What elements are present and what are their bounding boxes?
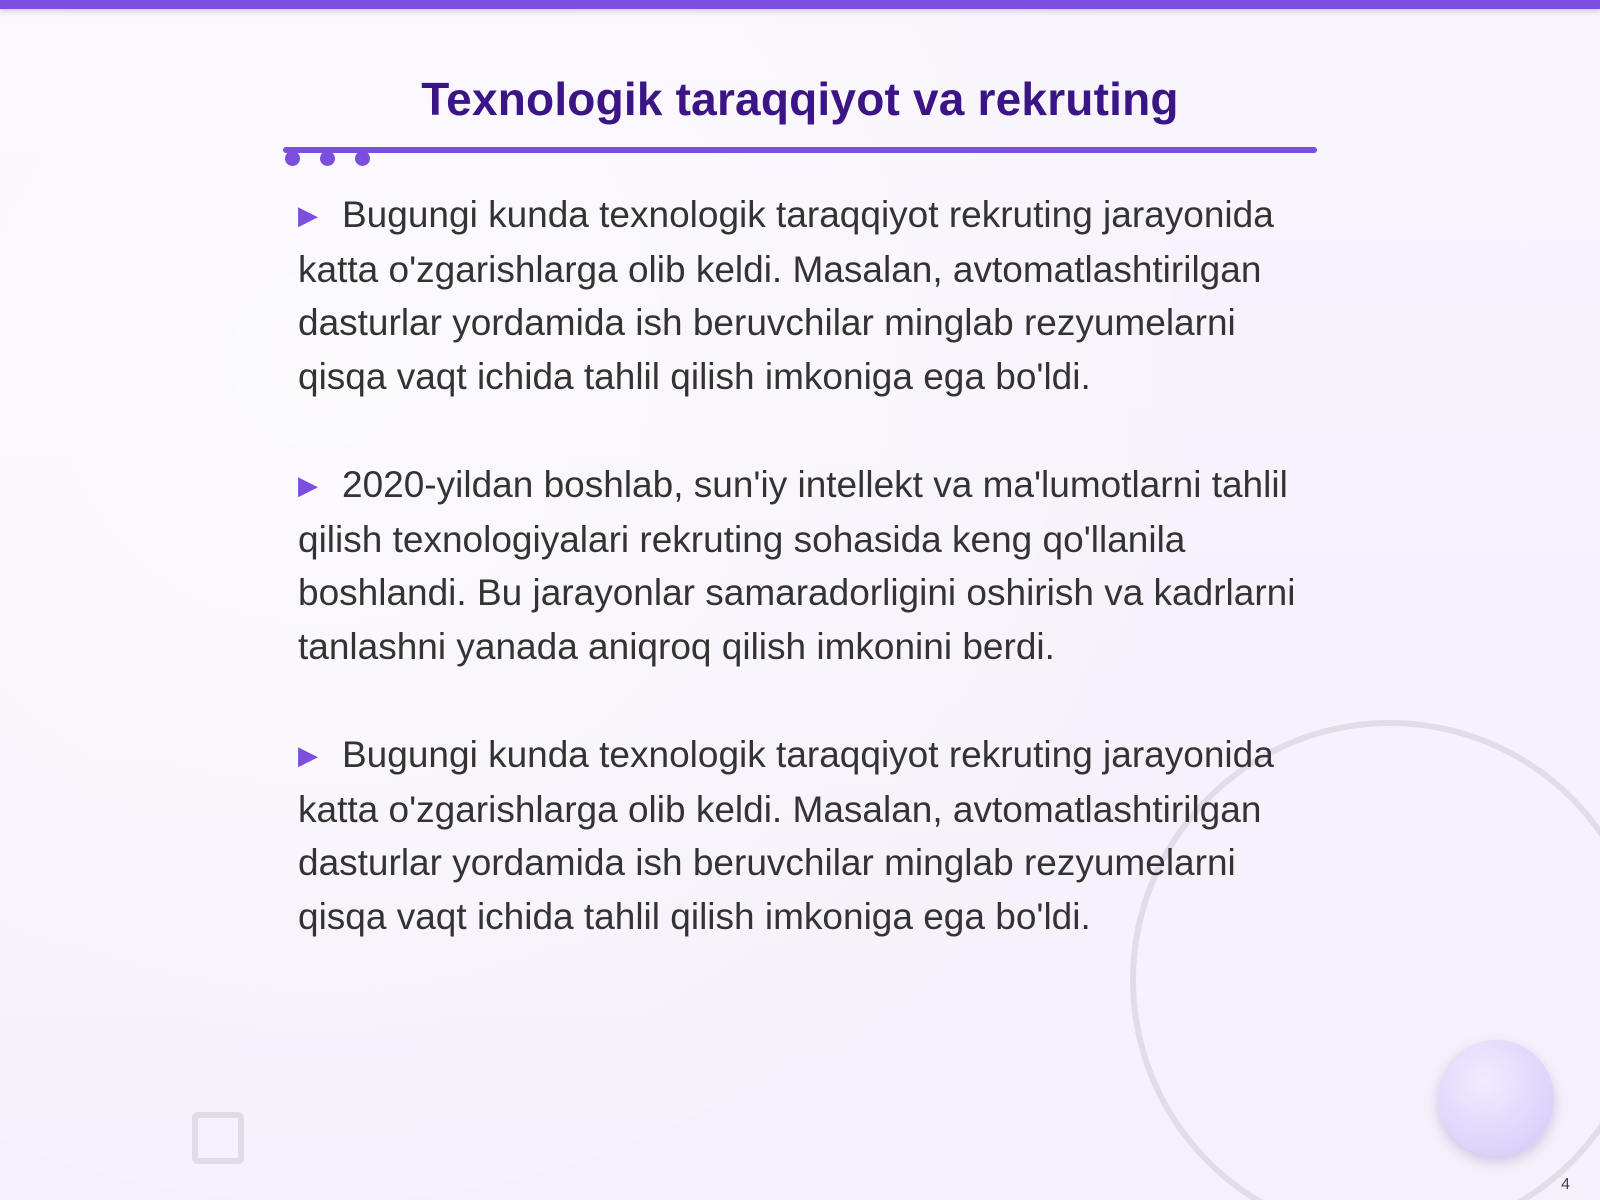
bullet-list	[298, 188, 1318, 998]
title-underline	[283, 147, 1317, 153]
underline-dot	[320, 151, 335, 166]
triangle-right-icon: ▶	[298, 200, 318, 230]
bullet-item	[298, 728, 1318, 943]
underline-dot	[285, 151, 300, 166]
bullet-text: Bugungi kunda texnologik taraqqiyot rekruting jarayonida katta o'zgarishlarga olib keldi. Masalan, avtomatlashtirilgan dasturlar yordamida ish beruvchilar minglab rezyumelarni qisqa vaqt ichida tahlil qilish imkoniga ega bo'ldi.	[298, 734, 1274, 937]
bullet-item	[298, 188, 1318, 403]
bullet-text: Bugungi kunda texnologik taraqqiyot rekruting jarayonida katta o'zgarishlarga olib keldi. Masalan, avtomatlashtirilgan dasturlar yordamida ish beruvchilar minglab rezyumelarni qisqa vaqt ichida tahlil qilish imkoniga ega bo'ldi.	[298, 194, 1274, 397]
decorative-square	[192, 1112, 244, 1164]
triangle-right-icon: ▶	[298, 470, 318, 500]
decorative-bubble	[1438, 1040, 1554, 1156]
bullet-text: 2020-yildan boshlab, sun'iy intellekt va ma'lumotlarni tahlil qilish texnologiyalari rekruting sohasida keng qo'llanila boshlandi. Bu jarayonlar samaradorligini oshirish va kadrlarni tanlashni yanada aniqroq qilish imkonini berdi.	[298, 464, 1296, 667]
top-accent-bar	[0, 0, 1600, 9]
underline-dot	[355, 151, 370, 166]
triangle-right-icon: ▶	[298, 740, 318, 770]
bullet-item	[298, 458, 1318, 673]
slide-title: Texnologik taraqqiyot va rekruting	[421, 73, 1179, 125]
page-number: 4	[1561, 1176, 1570, 1193]
